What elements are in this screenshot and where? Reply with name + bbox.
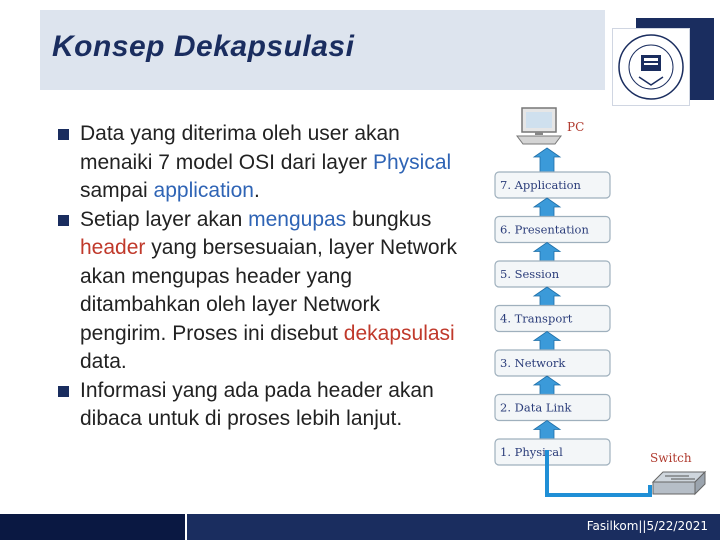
arrow-up-icon: [534, 376, 560, 395]
bullet-text: sampai: [80, 179, 154, 202]
bullet-item: [58, 377, 458, 434]
bullet-marker-icon: [58, 386, 69, 397]
arrow-up-icon: [534, 287, 560, 306]
bullet-text: .: [253, 179, 260, 202]
arrow-up-icon: [534, 332, 560, 351]
osi-layer-label: 1. Physical: [500, 445, 563, 459]
footer-text: Fasilkom||5/22/2021: [586, 519, 708, 533]
arrow-up-icon: [534, 148, 560, 172]
arrow-up-icon: [534, 243, 560, 262]
bullet-text: Informasi yang ada pada header akan dibaca untuk di proses lebih lanjut.: [80, 378, 434, 430]
bullet-text: dekapsulasi: [343, 321, 455, 345]
osi-layer-label: 4. Transport: [500, 311, 573, 326]
bullet-text: header: [80, 236, 146, 259]
switch-icon: [653, 472, 705, 494]
university-logo: [612, 28, 690, 106]
bullet-marker-icon: [58, 215, 69, 226]
bullet-text: yang bersesuaian, layer Network akan mengupas header yang ditambahkan oleh layer Network pengirim. Proses ini disebut: [80, 236, 458, 345]
bullet-text: Physical: [372, 150, 452, 174]
bullet-text: Data yang diterima oleh user akan menaiki 7 model OSI dari layer: [80, 122, 400, 174]
bullet-text: application: [153, 179, 254, 202]
pc-icon: [517, 108, 561, 144]
footer-accent: [0, 514, 187, 540]
bullet-text: Setiap layer akan: [80, 207, 249, 231]
arrow-up-icon: [534, 198, 560, 217]
osi-layer-label: 5. Session: [500, 267, 560, 281]
bullet-list: [58, 120, 458, 434]
osi-layer-label: 2. Data Link: [500, 400, 572, 415]
bullet-text: data.: [80, 350, 127, 373]
university-logo-icon: [613, 29, 689, 105]
bullet-text: bungkus: [346, 207, 432, 231]
slide-title: Konsep Dekapsulasi: [52, 30, 355, 63]
bullet-text: mengupas: [248, 207, 347, 231]
osi-layer-label: 3. Network: [500, 356, 566, 370]
bullet-item: [58, 120, 458, 206]
bullet-marker-icon: [58, 129, 69, 140]
bullet-item: [58, 206, 458, 377]
osi-decapsulation-diagram: [465, 100, 715, 510]
switch-label: Switch: [650, 451, 692, 465]
pc-label: PC: [567, 120, 585, 134]
osi-layer-label: 6. Presentation: [500, 222, 589, 237]
osi-layer-label: 7. Application: [500, 178, 581, 192]
arrow-up-icon: [534, 421, 560, 440]
